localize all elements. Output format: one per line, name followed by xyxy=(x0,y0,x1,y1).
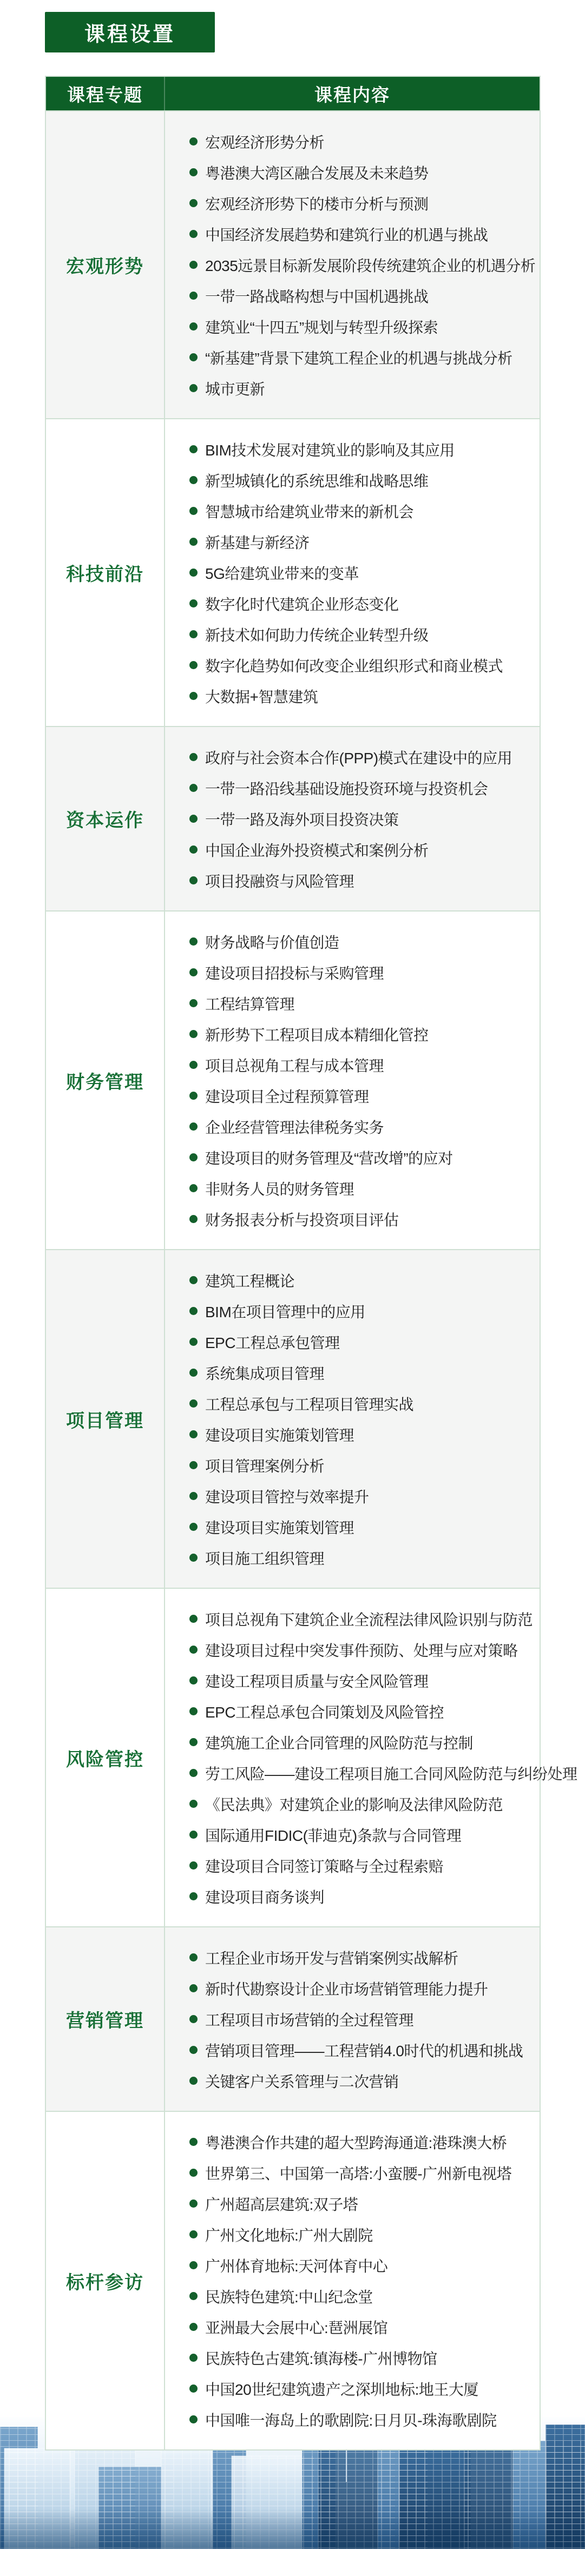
list-item xyxy=(165,188,540,219)
list-item-text: 建设项目合同签订策略与全过程索赔 xyxy=(205,1858,444,1875)
bullet-icon xyxy=(189,1523,198,1531)
list-item xyxy=(165,1142,540,1173)
list-item-text: 一带一路及海外项目投资决策 xyxy=(205,811,399,828)
list-item xyxy=(165,681,540,711)
list-item-text: 工程总承包与工程项目管理实战 xyxy=(205,1396,414,1413)
list-item-text: 大数据+智慧建筑 xyxy=(205,688,318,705)
bullet-icon xyxy=(189,1676,198,1685)
table-row xyxy=(46,910,540,1249)
list-item-text: 财务战略与价值创造 xyxy=(205,934,339,951)
topic-cell: 财务管理 xyxy=(46,911,165,1249)
table-row xyxy=(46,110,540,418)
list-item xyxy=(165,1111,540,1142)
list-item xyxy=(165,2065,540,2096)
bullet-icon xyxy=(189,1184,198,1192)
list-item xyxy=(165,803,540,834)
page-title: 课程设置 xyxy=(45,12,215,52)
table-row xyxy=(46,1588,577,1926)
list-item xyxy=(165,1511,540,1542)
bullet-icon xyxy=(189,1738,198,1746)
bullet-icon xyxy=(189,538,198,546)
list-item-text: 建筑施工企业合同管理的风险防范与控制 xyxy=(205,1734,474,1752)
content-cell xyxy=(165,727,540,910)
list-item-text: 亚洲最大会展中心:琶洲展馆 xyxy=(205,2319,388,2336)
bullet-icon xyxy=(189,261,198,269)
list-item xyxy=(165,1450,540,1481)
list-item-text: 项目施工组织管理 xyxy=(205,1550,325,1567)
bullet-icon xyxy=(189,1122,198,1131)
list-item xyxy=(165,1357,540,1388)
list-item xyxy=(165,342,540,373)
bullet-icon xyxy=(189,2261,198,2269)
bullet-icon xyxy=(189,1984,198,1992)
list-item-text: 民族特色建筑:中山纪念堂 xyxy=(205,2288,373,2306)
list-item xyxy=(165,2373,540,2404)
bullet-icon xyxy=(189,1861,198,1870)
bullet-icon xyxy=(189,445,198,453)
column-header-topic: 课程专题 xyxy=(46,77,165,110)
bullet-icon xyxy=(189,1276,198,1284)
list-item-text: 建设项目商务谈判 xyxy=(205,1888,325,1906)
bullet-icon xyxy=(189,1953,198,1961)
bullet-icon xyxy=(189,168,198,176)
list-item-text: 关键客户关系管理与二次营销 xyxy=(205,2073,399,2090)
list-item xyxy=(165,1634,540,1665)
list-item-text: 建设项目全过程预算管理 xyxy=(205,1088,369,1105)
list-item-text: 新型城镇化的系统思维和战略思维 xyxy=(205,472,429,490)
bullet-icon xyxy=(189,2292,198,2300)
list-item xyxy=(165,557,540,588)
bullet-icon xyxy=(189,784,198,792)
list-item-text: 城市更新 xyxy=(205,380,265,398)
list-item xyxy=(165,249,540,280)
bullet-icon xyxy=(189,599,198,607)
list-item xyxy=(165,1973,540,2004)
table-row xyxy=(46,2111,540,2449)
bullet-icon xyxy=(189,1307,198,1315)
list-item xyxy=(165,1819,540,1850)
bullet-icon xyxy=(189,2138,198,2146)
list-item xyxy=(165,1049,540,1080)
list-item-text: 5G给建筑业带来的变革 xyxy=(205,565,359,582)
bullet-icon xyxy=(189,1430,198,1438)
bullet-icon xyxy=(189,476,198,484)
list-item xyxy=(165,311,540,342)
list-item xyxy=(165,926,540,957)
bullet-icon xyxy=(189,230,198,238)
topic-cell: 营销管理 xyxy=(46,1927,165,2111)
list-item xyxy=(165,2342,540,2373)
list-item-text: 建设工程项目质量与安全风险管理 xyxy=(205,1673,429,1690)
bullet-icon xyxy=(189,2199,198,2208)
list-item xyxy=(165,2311,540,2342)
list-item-text: 项目总视角下建筑企业全流程法律风险识别与防范 xyxy=(205,1611,533,1628)
list-item xyxy=(165,1665,540,1696)
table-body xyxy=(46,110,577,2449)
list-item xyxy=(165,2126,540,2157)
list-item-text: 建设项目管控与效率提升 xyxy=(205,1488,369,1505)
bullet-icon xyxy=(189,1215,198,1223)
list-item xyxy=(165,1727,540,1758)
list-item-text: 项目管理案例分析 xyxy=(205,1457,325,1475)
list-item xyxy=(165,126,540,157)
bullet-icon xyxy=(189,1338,198,1346)
bullet-icon xyxy=(189,1399,198,1408)
bullet-icon xyxy=(189,2323,198,2331)
list-item-text: 国际通用FIDIC(菲迪克)条款与合同管理 xyxy=(205,1827,462,1844)
content-cell xyxy=(165,2112,540,2449)
bullet-icon xyxy=(189,507,198,515)
topic-cell: 资本运作 xyxy=(46,727,165,910)
list-item xyxy=(165,1481,540,1511)
list-item xyxy=(165,988,540,1019)
list-item-text: EPC工程总承包管理 xyxy=(205,1334,340,1351)
topic-cell: 项目管理 xyxy=(46,1250,165,1588)
list-item xyxy=(165,1942,540,1973)
list-item xyxy=(165,1603,540,1634)
list-item-text: 粤港澳大湾区融合发展及未来趋势 xyxy=(205,164,429,182)
list-item-text: 财务报表分析与投资项目评估 xyxy=(205,1211,399,1228)
list-item xyxy=(165,834,540,865)
list-item xyxy=(165,2035,540,2065)
list-item-text: 一带一路战略构想与中国机遇挑战 xyxy=(205,288,429,305)
table-row xyxy=(46,1926,540,2111)
course-table xyxy=(45,76,577,2450)
bullet-icon xyxy=(189,2415,198,2423)
bullet-icon xyxy=(189,1615,198,1623)
bullet-icon xyxy=(189,1061,198,1069)
list-item-text: 2035远景目标新发展阶段传统建筑企业的机遇分析 xyxy=(205,257,536,274)
list-item-text: 新技术如何助力传统企业转型升级 xyxy=(205,626,429,644)
list-item-text: 新基建与新经济 xyxy=(205,534,310,551)
content-cell xyxy=(165,1927,540,2111)
list-item xyxy=(165,496,540,526)
bullet-icon xyxy=(189,1831,198,1839)
list-item-text: 广州超高层建筑:双子塔 xyxy=(205,2196,358,2213)
list-item xyxy=(165,1542,540,1573)
bullet-icon xyxy=(189,968,198,976)
list-item-text: 新时代勘察设计企业市场营销管理能力提升 xyxy=(205,1980,488,1998)
list-item xyxy=(165,1265,540,1296)
bullet-icon xyxy=(189,292,198,300)
list-item xyxy=(165,373,540,404)
bullet-icon xyxy=(189,1030,198,1038)
topic-cell: 宏观形势 xyxy=(46,111,165,418)
list-item xyxy=(165,1296,540,1326)
bullet-icon xyxy=(189,2230,198,2238)
list-item-text: 《民法典》对建筑企业的影响及法律风险防范 xyxy=(205,1796,503,1813)
list-item xyxy=(165,588,540,619)
table-row xyxy=(46,1249,540,1588)
bullet-icon xyxy=(189,2385,198,2393)
bullet-icon xyxy=(189,2046,198,2054)
list-item xyxy=(165,772,540,803)
list-item-text: 系统集成项目管理 xyxy=(205,1365,325,1382)
list-item-text: 工程结算管理 xyxy=(205,995,295,1013)
list-item-text: 建设项目实施策划管理 xyxy=(205,1426,354,1444)
list-item xyxy=(165,957,540,988)
bullet-icon xyxy=(189,692,198,700)
list-item xyxy=(165,2157,540,2188)
list-item-text: 企业经营管理法律税务实务 xyxy=(205,1119,384,1136)
list-item-text: 中国经济发展趋势和建筑行业的机遇与挑战 xyxy=(205,226,488,243)
bullet-icon xyxy=(189,2354,198,2362)
list-item-text: 中国20世纪建筑遗产之深圳地标:地王大厦 xyxy=(205,2381,478,2398)
list-item xyxy=(165,1881,540,1912)
bullet-icon xyxy=(189,1492,198,1500)
bullet-icon xyxy=(189,1153,198,1161)
list-item-text: 广州文化地标:广州大剧院 xyxy=(205,2227,373,2244)
list-item-text: EPC工程总承包合同策划及风险管控 xyxy=(205,1703,444,1721)
list-item-text: 智慧城市给建筑业带来的新机会 xyxy=(205,503,414,520)
list-item-text: 建设项目实施策划管理 xyxy=(205,1519,354,1536)
bullet-icon xyxy=(189,1646,198,1654)
list-item-text: 工程项目市场营销的全过程管理 xyxy=(205,2011,414,2029)
bullet-icon xyxy=(189,815,198,823)
bullet-icon xyxy=(189,846,198,854)
bullet-icon xyxy=(189,137,198,146)
list-item xyxy=(165,2188,540,2219)
bullet-icon xyxy=(189,353,198,361)
list-item-text: 营销项目管理——工程营销4.0时代的机遇和挑战 xyxy=(205,2042,523,2059)
bullet-icon xyxy=(189,937,198,946)
content-cell xyxy=(165,111,540,418)
list-item xyxy=(165,434,540,465)
list-item-text: 建设项目的财务管理及“营改增”的应对 xyxy=(205,1150,453,1167)
list-item-text: 数字化时代建筑企业形态变化 xyxy=(205,596,399,613)
bullet-icon xyxy=(189,1369,198,1377)
list-item xyxy=(165,1019,540,1049)
content-cell xyxy=(165,1589,577,1926)
list-item xyxy=(165,742,540,772)
column-header-content: 课程内容 xyxy=(314,84,390,105)
list-item xyxy=(165,2250,540,2281)
list-item-text: BIM技术发展对建筑业的影响及其应用 xyxy=(205,441,455,459)
list-item-text: 一带一路沿线基础设施投资环境与投资机会 xyxy=(205,780,488,797)
bullet-icon xyxy=(189,322,198,331)
list-item-text: 广州体育地标:天河体育中心 xyxy=(205,2257,388,2275)
list-item-text: 劳工风险——建设工程项目施工合同风险防范与纠纷处理 xyxy=(205,1765,577,1782)
bullet-icon xyxy=(189,1769,198,1777)
bullet-icon xyxy=(189,1461,198,1469)
bullet-icon xyxy=(189,1800,198,1808)
list-item-text: 政府与社会资本合作(PPP)模式在建设中的应用 xyxy=(205,749,512,767)
list-item-text: 项目投融资与风险管理 xyxy=(205,873,354,890)
list-item xyxy=(165,280,540,311)
bullet-icon xyxy=(189,661,198,669)
list-item-text: 建筑业“十四五”规划与转型升级探索 xyxy=(205,319,438,336)
bullet-icon xyxy=(189,1707,198,1715)
list-item-text: “新基建”背景下建筑工程企业的机遇与挑战分析 xyxy=(205,349,512,367)
content-cell xyxy=(165,911,540,1249)
list-item xyxy=(165,1080,540,1111)
list-item-text: 民族特色古建筑:镇海楼-广州博物馆 xyxy=(205,2350,437,2367)
bullet-icon xyxy=(189,630,198,638)
list-item xyxy=(165,865,540,896)
list-item xyxy=(165,619,540,650)
list-item-text: 新形势下工程项目成本精细化管控 xyxy=(205,1026,429,1043)
list-item-text: 宏观经济形势分析 xyxy=(205,134,325,151)
list-item-text: 宏观经济形势下的楼市分析与预测 xyxy=(205,195,429,213)
list-item-text: 项目总视角工程与成本管理 xyxy=(205,1057,384,1074)
list-item xyxy=(165,1788,540,1819)
topic-cell: 风险管控 xyxy=(46,1589,165,1926)
list-item xyxy=(165,1326,540,1357)
list-item xyxy=(165,2219,540,2250)
bullet-icon xyxy=(189,753,198,761)
bullet-icon xyxy=(189,1554,198,1562)
list-item xyxy=(165,1388,540,1419)
list-item-text: BIM在项目管理中的应用 xyxy=(205,1303,365,1320)
table-header xyxy=(46,77,540,110)
list-item xyxy=(165,1850,540,1881)
list-item xyxy=(165,1419,540,1450)
bullet-icon xyxy=(189,384,198,392)
content-cell xyxy=(165,1250,540,1588)
list-item xyxy=(165,2281,540,2311)
list-item-text: 建设项目过程中突发事件预防、处理与应对策略 xyxy=(205,1642,518,1659)
bullet-icon xyxy=(189,569,198,577)
list-item xyxy=(165,2404,540,2435)
list-item xyxy=(165,219,540,249)
content-cell xyxy=(165,419,540,726)
list-item-text: 中国唯一海岛上的歌剧院:日月贝-珠海歌剧院 xyxy=(205,2412,497,2429)
bullet-icon xyxy=(189,2077,198,2085)
list-item xyxy=(165,465,540,496)
list-item xyxy=(165,650,540,681)
table-row xyxy=(46,726,540,910)
bullet-icon xyxy=(189,1892,198,1900)
list-item xyxy=(165,1696,540,1727)
list-item xyxy=(165,1758,577,1788)
bullet-icon xyxy=(189,2169,198,2177)
list-item-text: 非财务人员的财务管理 xyxy=(205,1180,354,1198)
list-item xyxy=(165,2004,540,2035)
list-item xyxy=(165,1204,540,1234)
topic-cell: 科技前沿 xyxy=(46,419,165,726)
list-item-text: 世界第三、中国第一高塔:小蛮腰-广州新电视塔 xyxy=(205,2165,512,2182)
topic-cell: 标杆参访 xyxy=(46,2112,165,2449)
table-row xyxy=(46,418,540,726)
bullet-icon xyxy=(189,999,198,1007)
list-item-text: 建设项目招投标与采购管理 xyxy=(205,965,384,982)
list-item xyxy=(165,157,540,188)
list-item-text: 建筑工程概论 xyxy=(205,1272,295,1290)
bullet-icon xyxy=(189,876,198,884)
list-item xyxy=(165,526,540,557)
list-item-text: 中国企业海外投资模式和案例分析 xyxy=(205,842,429,859)
bullet-icon xyxy=(189,199,198,207)
list-item-text: 粤港澳合作共建的超大型跨海通道:港珠澳大桥 xyxy=(205,2134,507,2151)
bullet-icon xyxy=(189,2015,198,2023)
list-item-text: 工程企业市场开发与营销案例实战解析 xyxy=(205,1950,458,1967)
bullet-icon xyxy=(189,1092,198,1100)
list-item xyxy=(165,1173,540,1204)
list-item-text: 数字化趋势如何改变企业组织形式和商业模式 xyxy=(205,657,503,675)
